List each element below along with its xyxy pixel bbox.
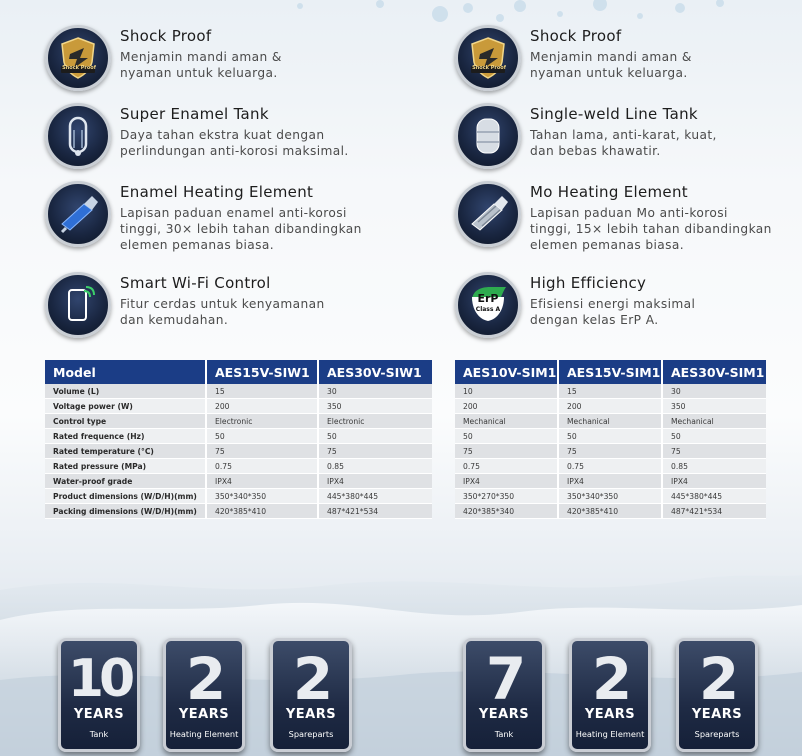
spec-value-cell: 50 xyxy=(319,429,432,444)
warranty-years-number: 2 xyxy=(185,645,223,713)
spec-value-cell: 0.75 xyxy=(559,459,661,474)
spec-value-cell: Mechanical xyxy=(559,414,661,429)
warranty-years-unit: YEARS xyxy=(285,707,337,722)
spec-value-cell: 445*380*445 xyxy=(319,489,432,504)
spec-value-cell: 420*385*340 xyxy=(455,504,557,519)
warranty-years-unit: YEARS xyxy=(178,707,230,722)
warranty-years-number: 7 xyxy=(485,645,523,713)
spec-label-cell: Rated pressure (MPa) xyxy=(45,459,205,474)
feature-title: Mo Heating Element xyxy=(530,183,688,201)
spec-value-cell: 75 xyxy=(559,444,661,459)
table-header: AES15V-SIW1 xyxy=(207,360,317,384)
mo-heating-element-icon xyxy=(455,181,521,247)
spec-value-cell: 0.85 xyxy=(663,459,766,474)
warranty-badge-heating-element-2b xyxy=(569,638,651,752)
spec-value-cell: 0.85 xyxy=(319,459,432,474)
warranty-label: Spareparts xyxy=(694,729,740,739)
table-row xyxy=(45,504,432,519)
table-header: AES30V-SIW1 xyxy=(319,360,432,384)
table-header: AES10V-SIM1 xyxy=(455,360,557,384)
spec-value-cell: 50 xyxy=(663,429,766,444)
spec-value-cell: 487*421*534 xyxy=(663,504,766,519)
single-weld-tank-icon xyxy=(455,103,521,169)
table-header-row xyxy=(45,360,432,384)
enamel-heating-element-icon xyxy=(45,181,111,247)
feature-title: Single-weld Line Tank xyxy=(530,105,698,123)
feature-smart-wifi-control xyxy=(45,272,415,338)
spec-value-cell: 350 xyxy=(319,399,432,414)
feature-shock-proof-left xyxy=(45,25,415,91)
warranty-label: Heating Element xyxy=(575,729,645,739)
warranty-years-number: 10 xyxy=(67,649,131,709)
feature-description: Menjamin mandi aman & nyaman untuk keluarga. xyxy=(530,50,692,80)
warranty-badge-heating-element-2 xyxy=(163,638,245,752)
erp-class-a-icon xyxy=(455,272,521,338)
feature-description: Efisiensi energi maksimal dengan kelas ErP A. xyxy=(530,297,696,327)
feature-title: Smart Wi-Fi Control xyxy=(120,274,271,292)
warranty-years-number: 2 xyxy=(698,645,736,713)
spec-value-cell: 350*340*350 xyxy=(207,489,317,504)
table-row xyxy=(45,384,432,399)
spec-value-cell: IPX4 xyxy=(455,474,557,489)
table-header: AES30V-SIM1 xyxy=(663,360,766,384)
feature-title: Shock Proof xyxy=(120,27,212,45)
feature-description: Lapisan paduan Mo anti-korosi tinggi, 15× lebih tahan dibandingkan elemen pemanas biasa. xyxy=(530,206,772,252)
warranty-years-unit: YEARS xyxy=(584,707,636,722)
warranty-label: Tank xyxy=(89,729,109,739)
spec-value-cell: 50 xyxy=(455,429,557,444)
spec-value-cell: 0.75 xyxy=(207,459,317,474)
feature-title: Super Enamel Tank xyxy=(120,105,269,123)
enamel-tank-icon xyxy=(45,103,111,169)
table-row xyxy=(455,414,766,429)
warranty-years-unit: YEARS xyxy=(691,707,743,722)
table-row xyxy=(45,429,432,444)
erp-label: ErP xyxy=(477,292,499,305)
spec-value-cell: 15 xyxy=(559,384,661,399)
spec-value-cell: 30 xyxy=(319,384,432,399)
warranty-badge-tank-10 xyxy=(58,638,140,752)
feature-title: High Efficiency xyxy=(530,274,647,292)
warranty-label: Tank xyxy=(494,729,514,739)
feature-description: Daya tahan ekstra kuat dengan perlindungan anti-korosi maksimal. xyxy=(120,128,349,158)
smartphone-wifi-icon xyxy=(45,272,111,338)
spec-value-cell: 75 xyxy=(663,444,766,459)
spec-value-cell: 445*380*445 xyxy=(663,489,766,504)
spec-table-sim1 xyxy=(455,360,766,519)
spec-value-cell: 487*421*534 xyxy=(319,504,432,519)
warranty-badge-spareparts-2 xyxy=(270,638,352,752)
feature-enamel-heating-element xyxy=(45,181,415,252)
spec-value-cell: 75 xyxy=(207,444,317,459)
spec-value-cell: 50 xyxy=(207,429,317,444)
spec-value-cell: 420*385*410 xyxy=(207,504,317,519)
spec-label-cell: Rated temperature (°C) xyxy=(45,444,205,459)
spec-value-cell: 30 xyxy=(663,384,766,399)
feature-description: Lapisan paduan enamel anti-korosi tinggi, 30× lebih tahan dibandingkan elemen pemanas biasa. xyxy=(120,206,362,252)
table-header: Model xyxy=(45,360,205,384)
warranty-years-number: 2 xyxy=(591,645,629,713)
shock-proof-shield-icon xyxy=(455,25,521,91)
table-row xyxy=(455,474,766,489)
warranty-years-unit: YEARS xyxy=(478,707,530,722)
spec-value-cell: IPX4 xyxy=(559,474,661,489)
spec-value-cell: 350*270*350 xyxy=(455,489,557,504)
warranty-years-number: 2 xyxy=(292,645,330,713)
spec-label-cell: Voltage power (W) xyxy=(45,399,205,414)
spec-value-cell: 75 xyxy=(455,444,557,459)
spec-table-siw1 xyxy=(45,360,432,519)
spec-value-cell: 200 xyxy=(559,399,661,414)
feature-description: Tahan lama, anti-karat, kuat, dan bebas khawatir. xyxy=(530,128,717,158)
spec-value-cell: 200 xyxy=(455,399,557,414)
spec-value-cell: 50 xyxy=(559,429,661,444)
spec-value-cell: 10 xyxy=(455,384,557,399)
table-header-row xyxy=(455,360,766,384)
warranty-label: Spareparts xyxy=(288,729,334,739)
table-row xyxy=(45,474,432,489)
table-row xyxy=(455,459,766,474)
feature-super-enamel-tank xyxy=(45,103,415,169)
warranty-badge-tank-7 xyxy=(463,638,545,752)
table-row xyxy=(45,489,432,504)
spec-label-cell: Rated frequence (Hz) xyxy=(45,429,205,444)
table-row xyxy=(455,429,766,444)
feature-single-weld-line-tank xyxy=(455,103,802,169)
table-header: AES15V-SIM1 xyxy=(559,360,661,384)
spec-value-cell: 0.75 xyxy=(455,459,557,474)
spec-value-cell: 350 xyxy=(663,399,766,414)
table-row xyxy=(45,459,432,474)
spec-value-cell: IPX4 xyxy=(207,474,317,489)
shock-proof-shield-icon xyxy=(45,25,111,91)
spec-value-cell: 420*385*410 xyxy=(559,504,661,519)
table-row xyxy=(455,399,766,414)
spec-value-cell: 350*340*350 xyxy=(559,489,661,504)
warranty-badge-spareparts-2b xyxy=(676,638,758,752)
spec-value-cell: Electronic xyxy=(207,414,317,429)
erp-class-label: Class A xyxy=(475,306,501,313)
table-row xyxy=(455,489,766,504)
spec-label-cell: Water-proof grade xyxy=(45,474,205,489)
icon-caption: Shock Proof xyxy=(62,65,96,71)
spec-value-cell: Electronic xyxy=(319,414,432,429)
table-row xyxy=(45,444,432,459)
spec-label-cell: Packing dimensions (W/D/H)(mm) xyxy=(45,504,205,519)
feature-mo-heating-element xyxy=(455,181,802,252)
spec-value-cell: 200 xyxy=(207,399,317,414)
spec-value-cell: Mechanical xyxy=(455,414,557,429)
feature-shock-proof-right xyxy=(455,25,802,91)
feature-description: Fitur cerdas untuk kenyamanan dan kemudahan. xyxy=(120,297,325,327)
table-row xyxy=(45,414,432,429)
warranty-label: Heating Element xyxy=(169,729,239,739)
feature-title: Shock Proof xyxy=(530,27,622,45)
icon-caption: Shock Proof xyxy=(472,65,506,71)
spec-label-cell: Control type xyxy=(45,414,205,429)
spec-label-cell: Volume (L) xyxy=(45,384,205,399)
feature-high-efficiency xyxy=(455,272,802,338)
table-row xyxy=(455,384,766,399)
spec-value-cell: Mechanical xyxy=(663,414,766,429)
table-row xyxy=(455,504,766,519)
spec-label-cell: Product dimensions (W/D/H)(mm) xyxy=(45,489,205,504)
feature-description: Menjamin mandi aman & nyaman untuk keluarga. xyxy=(120,50,282,80)
table-row xyxy=(455,444,766,459)
spec-value-cell: 15 xyxy=(207,384,317,399)
feature-title: Enamel Heating Element xyxy=(120,183,314,201)
spec-value-cell: 75 xyxy=(319,444,432,459)
spec-value-cell: IPX4 xyxy=(663,474,766,489)
table-row xyxy=(45,399,432,414)
spec-value-cell: IPX4 xyxy=(319,474,432,489)
warranty-years-unit: YEARS xyxy=(73,707,125,722)
